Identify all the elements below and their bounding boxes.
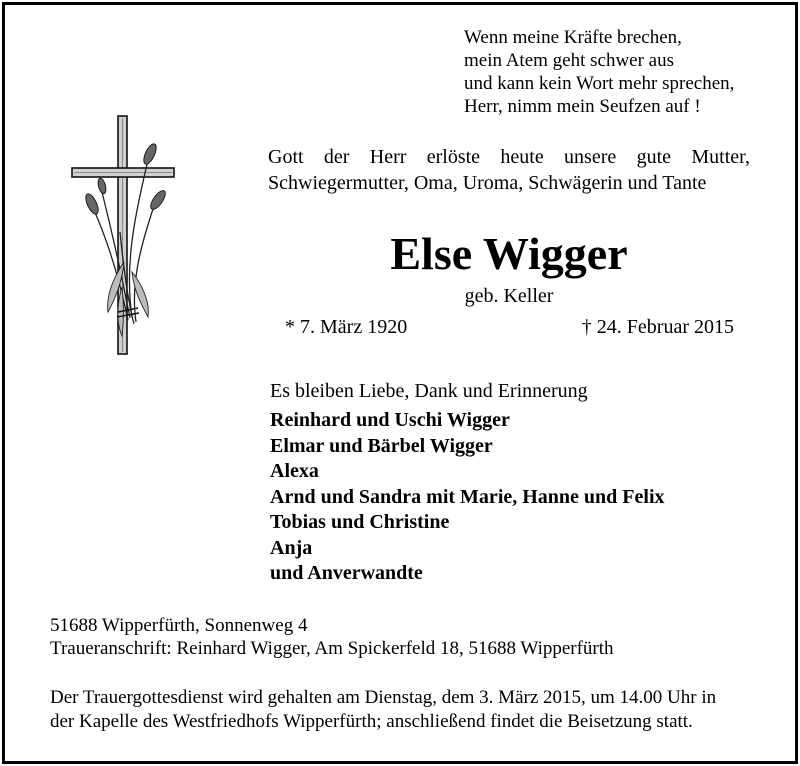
mourning-address: Traueranschrift: Reinhard Wigger, Am Spickerfeld 18, 51688 Wipperfürth: [50, 638, 614, 659]
poem-line: Herr, nimm mein Seufzen auf !: [464, 96, 701, 117]
mourner-name: Tobias und Christine: [270, 511, 450, 533]
mourner-name: Anja: [270, 536, 313, 559]
intro-text: [268, 144, 750, 196]
poem-line: und kann kein Wort mehr sprechen,: [464, 73, 735, 94]
intro-line: Schwiegermutter, Oma, Uroma, Schwägerin und Tante: [268, 172, 707, 194]
mourner-name: Elmar und Bärbel Wigger: [270, 434, 493, 457]
mourners-list: [270, 408, 665, 587]
deceased-name: Else Wigger: [390, 228, 628, 279]
intro-line: Gott der Herr erlöste heute unsere gute Mutter,: [268, 146, 750, 168]
service-info: [50, 686, 750, 734]
address-block: [50, 614, 614, 660]
maiden-name: geb. Keller: [464, 285, 554, 307]
home-address: 51688 Wipperfürth, Sonnenweg 4: [50, 615, 308, 636]
poem-line: Wenn meine Kräfte brechen,: [464, 27, 682, 48]
service-line: Der Trauergottesdienst wird gehalten am Dienstag, dem 3. März 2015, um 14.00 Uhr in: [50, 687, 717, 708]
service-line: der Kapelle des Westfriedhofs Wipperfürth; anschließend findet die Beisetzung statt.: [50, 711, 693, 732]
mourner-name: Alexa: [270, 460, 319, 482]
mourner-name: und Anverwandte: [270, 562, 423, 584]
mourners-heading: Es bleiben Liebe, Dank und Erinnerung: [270, 380, 588, 402]
poem-line: mein Atem geht schwer aus: [464, 50, 675, 71]
birth-date: * 7. März 1920: [285, 316, 408, 338]
mourner-name: Arnd und Sandra mit Marie, Hanne und Felix: [270, 485, 665, 508]
mourner-name: Reinhard und Uschi Wigger: [270, 409, 510, 431]
poem: [464, 26, 734, 118]
cross-with-wheat-icon: [62, 112, 192, 362]
death-date: † 24. Februar 2015: [581, 316, 734, 338]
